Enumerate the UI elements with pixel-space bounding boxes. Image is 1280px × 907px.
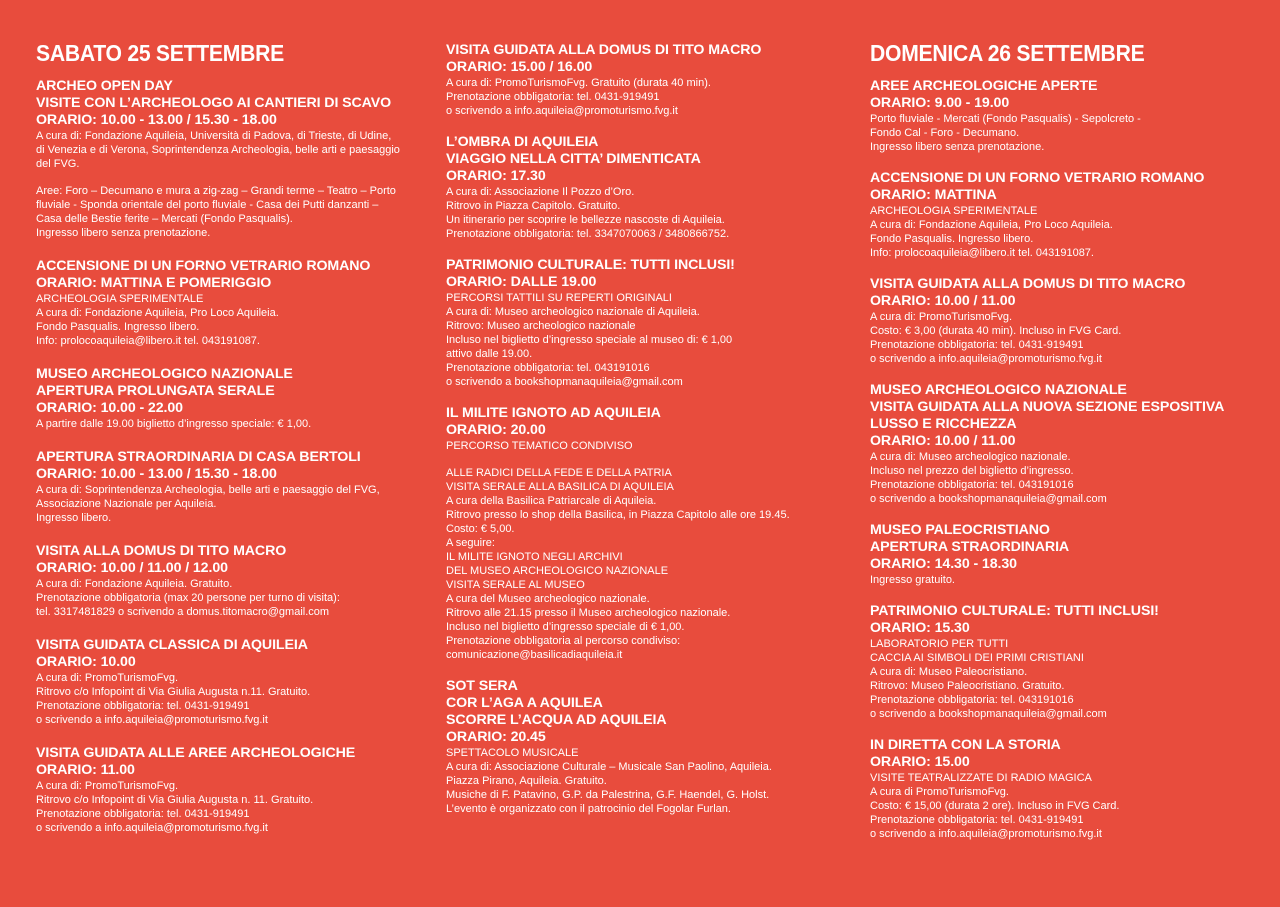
event-detail-line: A cura del Museo archeologico nazionale. [446, 593, 650, 605]
event-heading-line: AREE ARCHEOLOGICHE APERTE [870, 78, 1098, 94]
paragraph-gap [36, 171, 426, 184]
event-block [870, 382, 1270, 506]
event-detail-line: VISITE TEATRALIZZATE DI RADIO MAGICA [870, 772, 1092, 784]
event-detail-line: Ingresso gratuito. [870, 574, 955, 586]
event-detail-line: Prenotazione obbligatoria: tel. 043191016 [870, 694, 1074, 706]
event-detail-line: o scrivendo a info.aquileia@promoturismo.fvg.it [446, 105, 678, 117]
event-heading-line: LUSSO E RICCHEZZA [870, 416, 1017, 432]
event-detail-line: Fondo Cal - Foro - Decumano. [870, 127, 1020, 139]
event-block [870, 603, 1270, 721]
event-block [36, 78, 426, 240]
event-detail-line: Costo: € 5,00. [446, 523, 515, 535]
event-heading-line: ORARIO: 17.30 [446, 168, 546, 184]
day-heading-sunday: DOMENICA 26 SETTEMBRE [870, 40, 1145, 66]
event-heading-line: VISITA GUIDATA ALLE AREE ARCHEOLOGICHE [36, 745, 356, 761]
event-detail-line: Prenotazione obbligatoria: tel. 3347070063 / 3480866752. [446, 228, 730, 240]
event-detail-line: Ingresso libero senza prenotazione. [36, 227, 211, 239]
event-detail-line: ARCHEOLOGIA SPERIMENTALE [870, 205, 1038, 217]
event-detail-line: A cura di: PromoTurismoFvg. [870, 311, 1013, 323]
event-detail-line: Ritrovo presso lo shop della Basilica, in Piazza Capitolo alle ore 19.45. [446, 509, 790, 521]
event-heading-line: ARCHEO OPEN DAY [36, 78, 173, 94]
event-heading-line: IN DIRETTA CON LA STORIA [870, 737, 1061, 753]
event-heading-line: VISITA ALLA DOMUS DI TITO MACRO [36, 543, 287, 559]
event-block [870, 78, 1270, 154]
event-detail-line: o scrivendo a info.aquileia@promoturismo.fvg.it [36, 714, 268, 726]
column-saturday [36, 40, 426, 853]
event-heading-line: ORARIO: 11.00 [36, 762, 135, 778]
event-heading-line: ORARIO: 10.00 / 11.00 / 12.00 [36, 560, 228, 576]
event-detail-line: o scrivendo a bookshopmanaquileia@gmail.com [870, 493, 1107, 505]
event-heading-line: ORARIO: 15.00 / 16.00 [446, 59, 593, 75]
event-detail-line: L’evento è organizzato con il patrocinio del Fogolar Furlan. [446, 803, 731, 815]
event-heading-line: PATRIMONIO CULTURALE: TUTTI INCLUSI! [870, 603, 1159, 619]
event-heading-line: PATRIMONIO CULTURALE: TUTTI INCLUSI! [446, 257, 735, 273]
event-heading-line: APERTURA STRAORDINARIA DI CASA BERTOLI [36, 449, 361, 465]
event-detail-line: VISITA SERALE ALLA BASILICA DI AQUILEIA [446, 481, 674, 493]
event-detail-line: Porto fluviale - Mercati (Fondo Pasqualis) - Sepolcreto - [870, 113, 1141, 125]
event-heading-line: ORARIO: 20.45 [446, 729, 546, 745]
event-heading-line: ORARIO: 14.30 - 18.30 [870, 556, 1017, 572]
event-heading-line: ORARIO: DALLE 19.00 [446, 274, 597, 290]
event-detail-line: PERCORSI TATTILI SU REPERTI ORIGINALI [446, 292, 672, 304]
event-detail-line: A cura della Basilica Patriarcale di Aquileia. [446, 495, 657, 507]
event-detail-line: A cura di: PromoTurismoFvg. Gratuito (durata 40 min). [446, 77, 711, 89]
event-detail-line: Ingresso libero. [36, 512, 112, 524]
event-heading-line: ORARIO: 9.00 - 19.00 [870, 95, 1010, 111]
event-detail-line: IL MILITE IGNOTO NEGLI ARCHIVI [446, 551, 623, 563]
event-detail-line: comunicazione@basilicadiaquileia.it [446, 649, 623, 661]
event-heading-line: VIAGGIO NELLA CITTA’ DIMENTICATA [446, 151, 701, 167]
event-detail-line: CACCIA AI SIMBOLI DEI PRIMI CRISTIANI [870, 652, 1084, 664]
event-detail-line: A cura di: Fondazione Aquileia, Università di Padova, di Trieste, di Udine, [36, 130, 392, 142]
event-heading-line: VISITA GUIDATA ALLA NUOVA SEZIONE ESPOSITIVA [870, 399, 1225, 415]
event-detail-line: Ingresso libero senza prenotazione. [870, 141, 1045, 153]
event-detail-line: Ritrovo in Piazza Capitolo. Gratuito. [446, 200, 621, 212]
event-block [446, 678, 838, 816]
event-block [36, 637, 426, 727]
event-detail-line: SPETTACOLO MUSICALE [446, 747, 579, 759]
event-detail-line: Prenotazione obbligatoria: tel. 0431-919491 [870, 339, 1084, 351]
event-heading-line: VISITA GUIDATA ALLA DOMUS DI TITO MACRO [870, 276, 1186, 292]
event-detail-line: Musiche di F. Patavino, G.P. da Palestrina, G.F. Haendel, G. Holst. [446, 789, 770, 801]
event-heading-line: ORARIO: 10.00 / 11.00 [870, 433, 1016, 449]
event-heading-line: ORARIO: 20.00 [446, 422, 546, 438]
event-detail-line: Ritrovo: Museo archeologico nazionale [446, 320, 636, 332]
day-heading-saturday: SABATO 25 SETTEMBRE [36, 40, 284, 66]
event-detail-line: Incluso nel biglietto d’ingresso speciale di € 1,00. [446, 621, 685, 633]
event-heading-line: ORARIO: 15.30 [870, 620, 970, 636]
event-heading-line: L’OMBRA DI AQUILEIA [446, 134, 599, 150]
event-heading-line: IL MILITE IGNOTO AD AQUILEIA [446, 405, 661, 421]
event-detail-line: del FVG. [36, 158, 80, 170]
event-heading-line: APERTURA PROLUNGATA SERALE [36, 383, 275, 399]
event-block [36, 449, 426, 525]
event-detail-line: A cura di: Museo archeologico nazionale di Aquileia. [446, 306, 700, 318]
event-block [36, 543, 426, 619]
event-detail-line: A cura di: PromoTurismoFvg. [36, 780, 179, 792]
event-detail-line: o scrivendo a info.aquileia@promoturismo.fvg.it [870, 828, 1102, 840]
event-detail-line: Prenotazione obbligatoria: tel. 043191016 [446, 362, 650, 374]
paragraph-gap [446, 453, 838, 466]
column-sunday [870, 40, 1270, 857]
event-heading-line: SOT SERA [446, 678, 518, 694]
event-block [36, 258, 426, 348]
event-detail-line: Prenotazione obbligatoria (max 20 persone per turno di visita): [36, 592, 340, 604]
event-detail-line: A cura di: PromoTurismoFvg. [36, 672, 179, 684]
event-heading-line: ORARIO: 10.00 - 22.00 [36, 400, 183, 416]
event-heading-line: MUSEO ARCHEOLOGICO NAZIONALE [870, 382, 1127, 398]
event-block [870, 170, 1270, 260]
column-saturday-continued [446, 42, 838, 832]
event-block [870, 737, 1270, 841]
event-detail-line: o scrivendo a bookshopmanaquileia@gmail.com [446, 376, 683, 388]
event-heading-line: APERTURA STRAORDINARIA [870, 539, 1070, 555]
event-detail-line: A cura di: Soprintendenza Archeologia, belle arti e paesaggio del FVG, [36, 484, 380, 496]
event-block [446, 405, 838, 662]
event-block [36, 366, 426, 431]
event-block [36, 745, 426, 835]
event-detail-line: A partire dalle 19.00 biglietto d’ingresso speciale: € 1,00. [36, 418, 312, 430]
event-heading-line: ORARIO: MATTINA [870, 187, 997, 203]
event-detail-line: A cura di: Museo archeologico nazionale. [870, 451, 1071, 463]
event-detail-line: A cura di: Museo Paleocristiano. [870, 666, 1028, 678]
event-detail-line: A cura di: Fondazione Aquileia, Pro Loco Aquileia. [36, 307, 279, 319]
event-detail-line: o scrivendo a info.aquileia@promoturismo.fvg.it [36, 822, 268, 834]
event-detail-line: Prenotazione obbligatoria al percorso condiviso: [446, 635, 681, 647]
event-detail-line: di Venezia e di Verona, Soprintendenza Archeologia, belle arti e paesaggio [36, 144, 400, 156]
event-heading-line: ORARIO: 10.00 - 13.00 / 15.30 - 18.00 [36, 112, 277, 128]
event-heading-line: SCORRE L’ACQUA AD AQUILEIA [446, 712, 667, 728]
event-detail-line: Prenotazione obbligatoria: tel. 043191016 [870, 479, 1074, 491]
event-detail-line: Ritrovo c/o Infopoint di Via Giulia Augusta n.11. Gratuito. [36, 686, 311, 698]
event-heading-line: VISITE CON L’ARCHEOLOGO AI CANTIERI DI SCAVO [36, 95, 392, 111]
event-detail-line: Prenotazione obbligatoria: tel. 0431-919491 [36, 808, 250, 820]
event-heading-line: COR L’AGA A AQUILEA [446, 695, 603, 711]
event-detail-line: Info: prolocoaquileia@libero.it tel. 043191087. [36, 335, 260, 347]
event-detail-line: PERCORSO TEMATICO CONDIVISO [446, 440, 633, 452]
event-detail-line: Costo: € 3,00 (durata 40 min). Incluso in FVG Card. [870, 325, 1122, 337]
event-detail-line: Prenotazione obbligatoria: tel. 0431-919491 [446, 91, 660, 103]
event-detail-line: o scrivendo a bookshopmanaquileia@gmail.com [870, 708, 1107, 720]
event-detail-line: Ritrovo alle 21.15 presso il Museo archeologico nazionale. [446, 607, 731, 619]
event-detail-line: Aree: Foro – Decumano e mura a zig-zag – Grandi terme – Teatro – Porto [36, 185, 396, 197]
event-detail-line: Info: prolocoaquileia@libero.it tel. 043191087. [870, 247, 1094, 259]
event-detail-line: Incluso nel prezzo del biglietto d’ingresso. [870, 465, 1074, 477]
event-detail-line: Fondo Pasqualis. Ingresso libero. [870, 233, 1034, 245]
event-heading-line: MUSEO PALEOCRISTIANO [870, 522, 1050, 538]
event-heading-line: ORARIO: 15.00 [870, 754, 970, 770]
event-detail-line: LABORATORIO PER TUTTI [870, 638, 1009, 650]
event-detail-line: Ritrovo: Museo Paleocristiano. Gratuito. [870, 680, 1065, 692]
event-detail-line: Ritrovo c/o Infopoint di Via Giulia Augusta n. 11. Gratuito. [36, 794, 314, 806]
event-heading-line: ORARIO: 10.00 - 13.00 / 15.30 - 18.00 [36, 466, 277, 482]
event-detail-line: DEL MUSEO ARCHEOLOGICO NAZIONALE [446, 565, 669, 577]
event-detail-line: Fondo Pasqualis. Ingresso libero. [36, 321, 200, 333]
event-detail-line: ALLE RADICI DELLA FEDE E DELLA PATRIA [446, 467, 672, 479]
event-detail-line: A seguire: [446, 537, 495, 549]
event-detail-line: attivo dalle 19.00. [446, 348, 533, 360]
event-detail-line: tel. 3317481829 o scrivendo a domus.titomacro@gmail.com [36, 606, 330, 618]
event-block [870, 522, 1270, 587]
event-heading-line: ACCENSIONE DI UN FORNO VETRARIO ROMANO [36, 258, 371, 274]
event-detail-line: A cura di: Fondazione Aquileia. Gratuito. [36, 578, 233, 590]
event-detail-line: o scrivendo a info.aquileia@promoturismo.fvg.it [870, 353, 1102, 365]
event-block [870, 276, 1270, 366]
event-heading-line: VISITA GUIDATA CLASSICA DI AQUILEIA [36, 637, 308, 653]
event-block [446, 134, 838, 241]
event-detail-line: A cura di: Associazione Culturale – Musicale San Paolino, Aquileia. [446, 761, 772, 773]
event-heading-line: VISITA GUIDATA ALLA DOMUS DI TITO MACRO [446, 42, 762, 58]
event-detail-line: ARCHEOLOGIA SPERIMENTALE [36, 293, 204, 305]
event-detail-line: A cura di PromoTurismoFvg. [870, 786, 1009, 798]
event-detail-line: Incluso nel biglietto d’ingresso speciale al museo di: € 1,00 [446, 334, 733, 346]
event-heading-line: ORARIO: 10.00 / 11.00 [870, 293, 1016, 309]
event-block [446, 257, 838, 389]
event-heading-line: ORARIO: 10.00 [36, 654, 136, 670]
event-heading-line: ACCENSIONE DI UN FORNO VETRARIO ROMANO [870, 170, 1205, 186]
event-heading-line: MUSEO ARCHEOLOGICO NAZIONALE [36, 366, 293, 382]
event-detail-line: Costo: € 15,00 (durata 2 ore). Incluso in FVG Card. [870, 800, 1120, 812]
event-detail-line: fluviale - Sponda orientale del porto fluviale - Casa dei Putti danzanti – [36, 199, 379, 211]
event-heading-line: ORARIO: MATTINA E POMERIGGIO [36, 275, 272, 291]
event-detail-line: Un itinerario per scoprire le bellezze nascoste di Aquileia. [446, 214, 725, 226]
event-block [446, 42, 838, 118]
event-detail-line: Prenotazione obbligatoria: tel. 0431-919491 [36, 700, 250, 712]
event-detail-line: Casa delle Bestie ferite – Mercati (Fondo Pasqualis). [36, 213, 293, 225]
event-detail-line: VISITA SERALE AL MUSEO [446, 579, 585, 591]
event-detail-line: Prenotazione obbligatoria: tel. 0431-919491 [870, 814, 1084, 826]
event-detail-line: Associazione Nazionale per Aquileia. [36, 498, 217, 510]
event-detail-line: A cura di: Associazione Il Pozzo d’Oro. [446, 186, 635, 198]
event-detail-line: Piazza Pirano, Aquileia. Gratuito. [446, 775, 607, 787]
event-detail-line: A cura di: Fondazione Aquileia, Pro Loco Aquileia. [870, 219, 1113, 231]
